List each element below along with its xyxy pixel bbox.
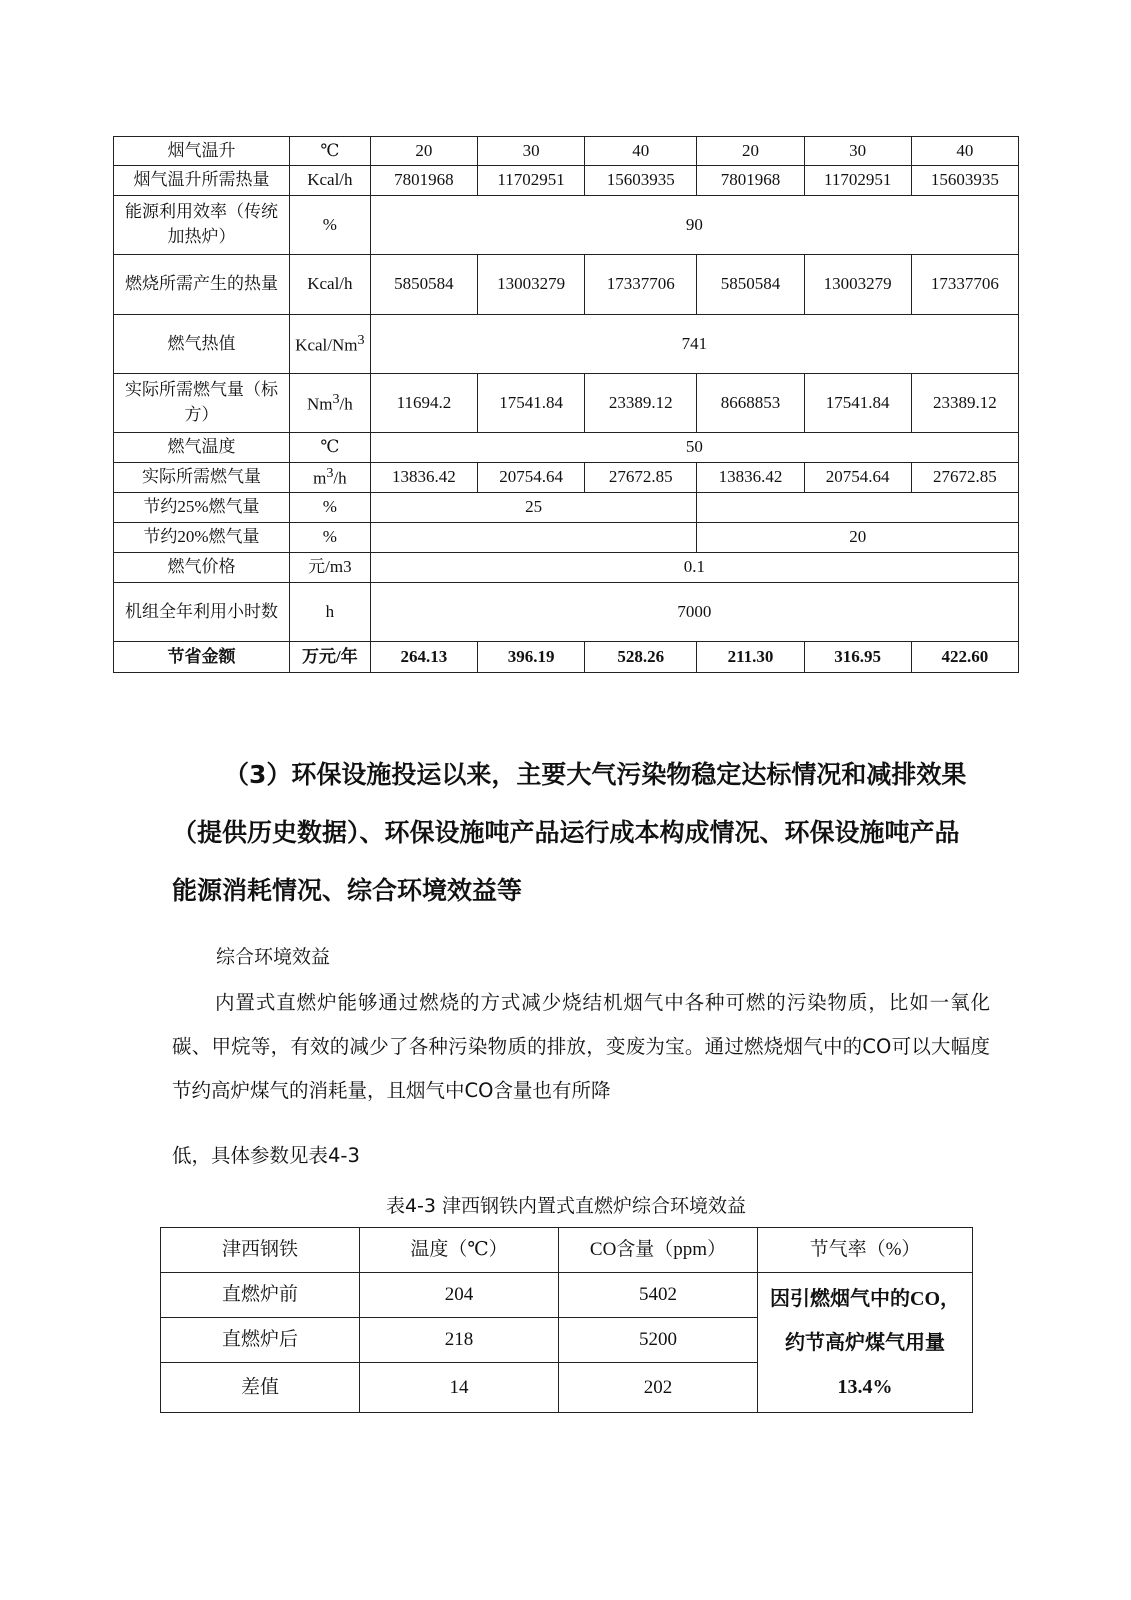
- row-unit: %: [289, 523, 370, 553]
- table-cell: 11702951: [478, 166, 585, 196]
- table-cell: 202: [559, 1363, 758, 1413]
- merged-cell: 50: [370, 433, 1018, 463]
- table-row: [114, 553, 1019, 583]
- row-label: 实际所需燃气量（标方）: [114, 374, 290, 433]
- table-cell: 5850584: [697, 255, 804, 315]
- column-header: CO含量（ppm）: [559, 1228, 758, 1273]
- row-unit: ℃: [289, 433, 370, 463]
- table-cell: 15603935: [911, 166, 1018, 196]
- row-unit: %: [289, 196, 370, 255]
- table-cell: 204: [360, 1273, 559, 1318]
- subheading: 综合环境效益: [216, 946, 331, 968]
- merged-cell: 0.1: [370, 553, 1018, 583]
- table-cell: 20: [370, 137, 477, 166]
- table-cell: 20754.64: [478, 463, 585, 493]
- row-label: 燃气温度: [114, 433, 290, 463]
- table-cell: 13003279: [478, 255, 585, 315]
- column-header: 温度（℃）: [360, 1228, 559, 1273]
- table-header-row: [161, 1228, 973, 1273]
- table-cell: 20: [697, 137, 804, 166]
- unit-superscript: 3: [357, 331, 365, 348]
- table-cell: 11694.2: [370, 374, 477, 433]
- table-cell: 14: [360, 1363, 559, 1413]
- unit-base: Kcal/Nm: [295, 335, 358, 355]
- table-row: [114, 137, 1019, 166]
- energy-saving-table: [113, 136, 1019, 673]
- table-cell: 5850584: [370, 255, 477, 315]
- row-unit: Kcal/h: [289, 166, 370, 196]
- row-unit: Kcal/h: [289, 255, 370, 315]
- column-header: 节气率（%）: [758, 1228, 973, 1273]
- table-cell: 直燃炉前: [161, 1273, 360, 1318]
- table-cell: 316.95: [804, 642, 911, 673]
- merged-cell: 741: [370, 315, 1018, 374]
- table-cell: 264.13: [370, 642, 477, 673]
- row-unit: [289, 315, 370, 374]
- unit-tail: /h: [333, 469, 347, 488]
- table-row: [114, 523, 1019, 553]
- table-cell: 27672.85: [585, 463, 697, 493]
- merged-cell: 7000: [370, 583, 1018, 642]
- table-row: [161, 1273, 973, 1318]
- table-cell: 13003279: [804, 255, 911, 315]
- column-header: 津西钢铁: [161, 1228, 360, 1273]
- table-row-total: [114, 642, 1019, 673]
- row-unit: [289, 374, 370, 433]
- table-cell: 13836.42: [697, 463, 804, 493]
- row-label: 燃气热值: [114, 315, 290, 374]
- row-label: 节省金额: [114, 642, 290, 673]
- table-row: [114, 315, 1019, 374]
- table-row: [114, 493, 1019, 523]
- table-cell: 11702951: [804, 166, 911, 196]
- table-cell: 13836.42: [370, 463, 477, 493]
- table-cell: 211.30: [697, 642, 804, 673]
- table-cell: 17541.84: [804, 374, 911, 433]
- table-cell: 30: [804, 137, 911, 166]
- table-cell: 17541.84: [478, 374, 585, 433]
- table-cell: 20754.64: [804, 463, 911, 493]
- table-cell: 396.19: [478, 642, 585, 673]
- row-unit: h: [289, 583, 370, 642]
- table-row: [114, 255, 1019, 315]
- table-cell: 5402: [559, 1273, 758, 1318]
- row-label: 机组全年利用小时数: [114, 583, 290, 642]
- table-row: [114, 374, 1019, 433]
- table-cell: 40: [585, 137, 697, 166]
- unit-superscript: 3: [326, 465, 334, 482]
- table-row: [114, 583, 1019, 642]
- savings-note: 因引燃烟气中的CO，约节高炉煤气用量13.4%: [758, 1273, 973, 1413]
- table-cell: 528.26: [585, 642, 697, 673]
- table-cell: 5200: [559, 1318, 758, 1363]
- table-cell: 422.60: [911, 642, 1018, 673]
- table-cell: 8668853: [697, 374, 804, 433]
- unit-superscript: 3: [332, 390, 340, 407]
- row-label: 燃气价格: [114, 553, 290, 583]
- section-heading: （3）环保设施投运以来，主要大气污染物稳定达标情况和减排效果（提供历史数据）、环保设施吨产品运行成本构成情况、环保设施吨产品能源消耗情况、综合环境效益等: [172, 760, 967, 905]
- unit-base: Nm: [306, 394, 333, 414]
- table-cell: 23389.12: [911, 374, 1018, 433]
- table-row: [114, 463, 1019, 493]
- row-label: 烟气温升: [114, 137, 290, 166]
- table-cell: 17337706: [585, 255, 697, 315]
- table-cell: 15603935: [585, 166, 697, 196]
- table-cell: 7801968: [370, 166, 477, 196]
- row-unit: ℃: [289, 137, 370, 166]
- table-cell: 218: [360, 1318, 559, 1363]
- table-row: [114, 196, 1019, 255]
- merged-cell-left: 25: [370, 493, 697, 523]
- row-label: 烟气温升所需热量: [114, 166, 290, 196]
- merged-cell-right: [697, 493, 1019, 523]
- body-paragraph: 内置式直燃炉能够通过燃烧的方式减少烧结机烟气中各种可燃的污染物质，比如一氧化碳、甲烷等，有效的减少了各种污染物质的排放，变废为宝。通过燃烧烟气中的CO可以大幅度节约高炉煤气的消耗量，且烟气中CO含量也有所降: [172, 991, 990, 1102]
- row-unit: 万元/年: [289, 642, 370, 673]
- table-cell: 17337706: [911, 255, 1018, 315]
- unit-tail: /h: [339, 394, 353, 414]
- row-unit: 元/m3: [289, 553, 370, 583]
- row-label: 燃烧所需产生的热量: [114, 255, 290, 315]
- environmental-benefit-table: [160, 1227, 973, 1413]
- row-label: 节约25%燃气量: [114, 493, 290, 523]
- row-label: 节约20%燃气量: [114, 523, 290, 553]
- table-caption: 表4-3 津西钢铁内置式直燃炉综合环境效益: [385, 1195, 747, 1217]
- table-row: [114, 166, 1019, 196]
- unit-base: m: [313, 469, 327, 488]
- table-cell: 23389.12: [585, 374, 697, 433]
- merged-cell-right: 20: [697, 523, 1019, 553]
- body-paragraph-end: 低，具体参数见表4-3: [172, 1144, 360, 1167]
- row-label: 实际所需燃气量: [114, 463, 290, 493]
- row-unit: %: [289, 493, 370, 523]
- merged-cell-left: [370, 523, 697, 553]
- table-cell: 40: [911, 137, 1018, 166]
- row-label: 能源利用效率（传统加热炉）: [114, 196, 290, 255]
- row-unit: [289, 463, 370, 493]
- table-cell: 30: [478, 137, 585, 166]
- table-cell: 直燃炉后: [161, 1318, 360, 1363]
- table-cell: 27672.85: [911, 463, 1018, 493]
- table-cell: 7801968: [697, 166, 804, 196]
- table-cell: 差值: [161, 1363, 360, 1413]
- merged-cell: 90: [370, 196, 1018, 255]
- table-row: [114, 433, 1019, 463]
